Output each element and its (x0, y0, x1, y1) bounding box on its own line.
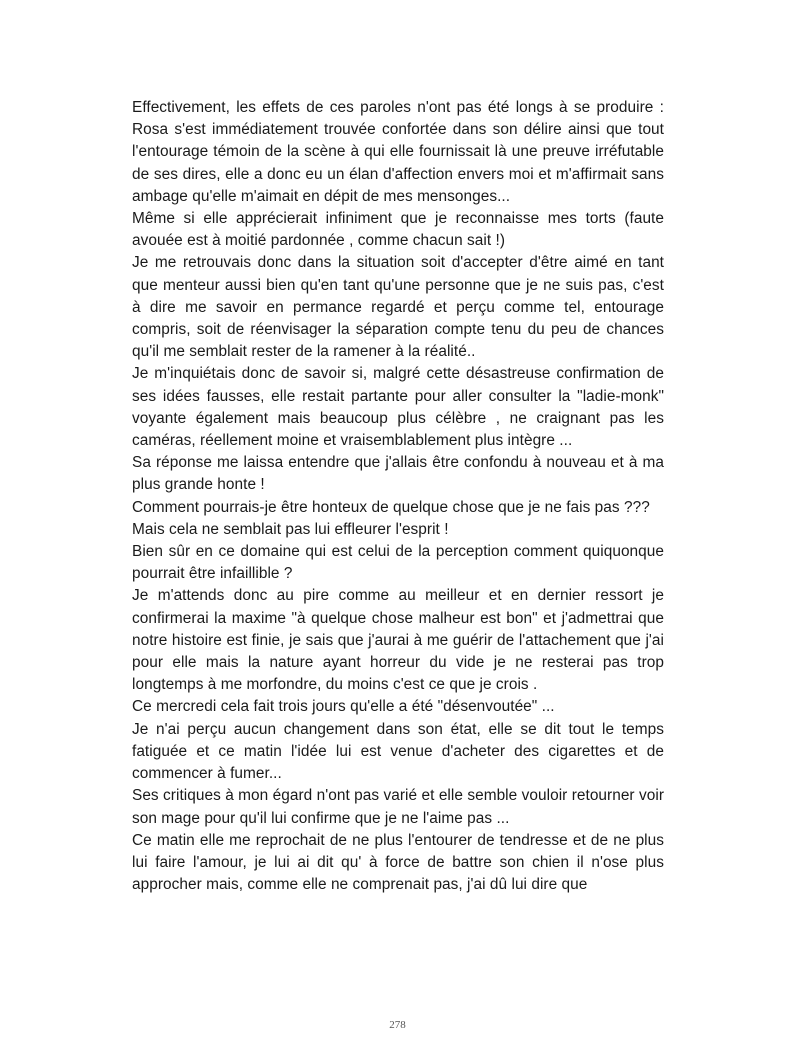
paragraph-9: Je m'attends donc au pire comme au meilleur et en dernier ressort je confirmerai la maxime "à quelque chose malheur est bon" et j'admettrai que notre histoire est finie, je sais que j'aurai à me guérir de l'attachement que j'ai pour elle mais la nature ayant horreur du vide je ne resterai pas trop longtemps à me morfondre, du moins c'est ce que je crois . (132, 587, 664, 694)
paragraph-10: Ce mercredi cela fait trois jours qu'elle a été "désenvoutée" ... (132, 698, 555, 716)
paragraph-1: Effectivement, les effets de ces paroles n'ont pas été longs à se produire : Rosa s'est immédiatement trouvée confortée dans son délire ainsi que tout l'entourage témoin de la scène à qui elle fournissait là une preuve irréfutable de ses dires, elle a donc eu un élan d'affection envers moi et m'affirmait sans ambage qu'elle m'aimait en dépit de mes mensonges... (132, 99, 664, 205)
paragraph-7: Mais cela ne semblait pas lui effleurer l'esprit ! (132, 520, 449, 538)
paragraph-3: Je me retrouvais donc dans la situation soit d'accepter d'être aimé en tant que menteur aussi bien qu'en tant qu'une personne que je ne suis pas, c'est à dire me savoir en permance regardé et perçu comme tel, entourage compris, soit de réenvisager la séparation compte tenu du peu de chances qu'il me semblait rester de la ramener à la réalité.. (132, 254, 664, 361)
paragraph-5: Sa réponse me laissa entendre que j'allais être confondu à nouveau et à ma plus grande honte ! (132, 454, 664, 494)
body-text (132, 97, 664, 896)
page-number: 278 (389, 1019, 406, 1031)
paragraph-8: Bien sûr en ce domaine qui est celui de la perception comment quiquonque pourrait être infaillible ? (132, 543, 664, 583)
paragraph-4: Je m'inquiétais donc de savoir si, malgré cette désastreuse confirmation de ses idées fausses, elle restait partante pour aller consulter la "ladie-monk" voyante également mais beaucoup plus célèbre , ne craignant pas les caméras, réellement moine et vraisemblablement plus intègre ... (132, 365, 664, 450)
paragraph-13: Ce matin elle me reprochait de ne plus l'entourer de tendresse et de ne plus lui faire l'amour, je lui ai dit qu' à force de battre son chien il n'ose plus approcher mais, comme elle ne comprenait pas, j'ai dû lui dire que (132, 831, 664, 894)
paragraph-11: Je n'ai perçu aucun changement dans son état, elle se dit tout le temps fatiguée et ce matin l'idée lui est venue d'acheter des cigarettes et de commencer à fumer... (132, 720, 664, 783)
paragraph-2: Même si elle apprécierait infiniment que je reconnaisse mes torts (faute avouée est à moitié pardonnée , comme chacun sait !) (132, 210, 664, 250)
paragraph-12: Ses critiques à mon égard n'ont pas varié et elle semble vouloir retourner voir son mage pour qu'il lui confirme que je ne l'aime pas ... (132, 787, 664, 827)
paragraph-6: Comment pourrais-je être honteux de quelque chose que je ne fais pas ??? (132, 498, 650, 516)
